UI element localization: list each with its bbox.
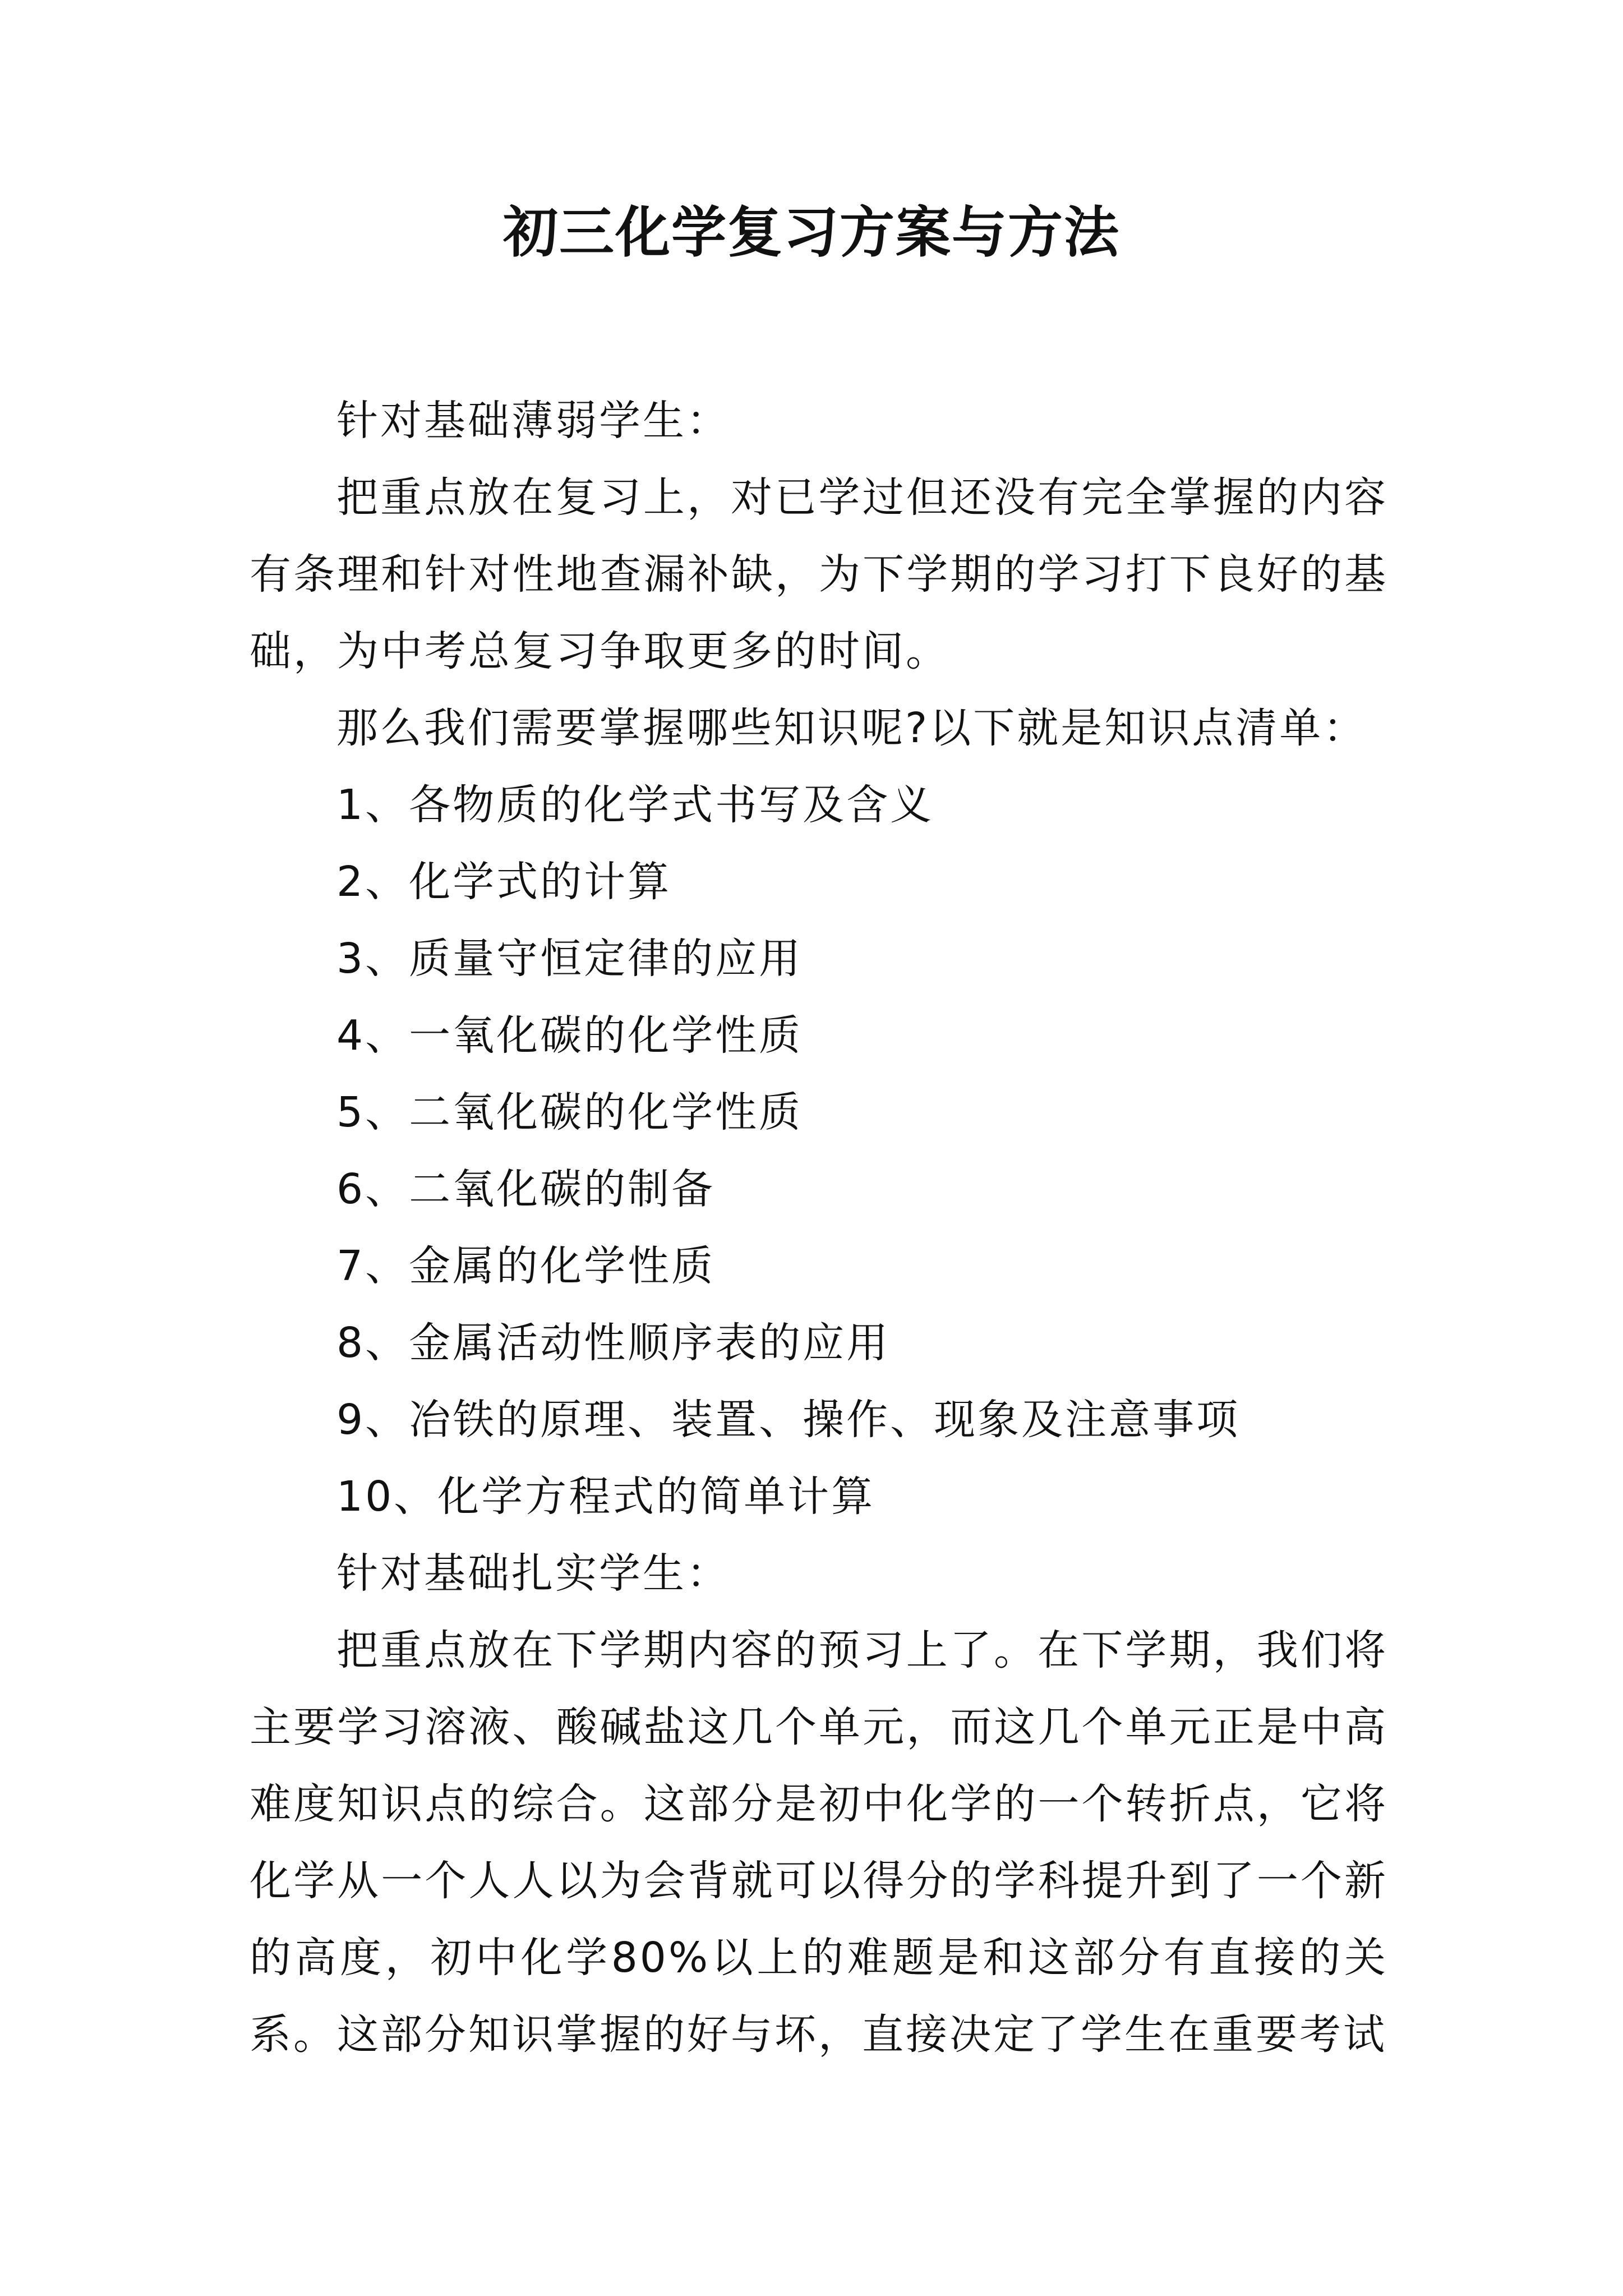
list-item: 4、一氧化碳的化学性质	[336, 1011, 803, 1060]
list-item: 10、化学方程式的简单计算	[336, 1473, 875, 1521]
section-heading-strong-students: 针对基础扎实学生：	[336, 1549, 730, 1598]
list-item: 8、金属活动性顺序表的应用	[336, 1319, 891, 1367]
list-item: 1、各物质的化学式书写及含义	[336, 781, 934, 829]
list-item: 2、化学式的计算	[336, 858, 672, 906]
paragraph-weak-students: 把重点放在复习上，对已学过但还没有完全掌握的内容有条理和针对性地查漏补缺，为下学期的学习打下良好的基础，为中考总复习争取更多的时间。	[250, 473, 1388, 675]
knowledge-point-list	[250, 767, 1388, 1535]
list-item: 5、二氧化碳的化学性质	[336, 1088, 803, 1137]
list-item: 7、金属的化学性质	[336, 1242, 716, 1290]
paragraph-strong-students: 把重点放在下学期内容的预习上了。在下学期，我们将主要学习溶液、酸碱盐这几个单元，而这几个单元正是中高难度知识点的综合。这部分是初中化学的一个转折点，它将化学从一个人人以为会背就可以得分的学科提升到了一个新的高度，初中化学80%以上的难题是和这部分有直接的关系。这部分知识掌握的好与坏，直接决定了学生在重要考试	[250, 1626, 1388, 2059]
list-item: 6、二氧化碳的制备	[336, 1165, 716, 1213]
knowledge-list-intro: 那么我们需要掌握哪些知识呢?以下就是知识点清单：	[336, 704, 1367, 752]
list-item: 9、冶铁的原理、装置、操作、现象及注意事项	[336, 1396, 1241, 1444]
document-body	[250, 383, 1388, 2073]
section-heading-weak-students: 针对基础薄弱学生：	[336, 397, 730, 445]
document-title: 初三化学复习方案与方法	[502, 200, 1120, 265]
list-item: 3、质量守恒定律的应用	[336, 935, 803, 983]
